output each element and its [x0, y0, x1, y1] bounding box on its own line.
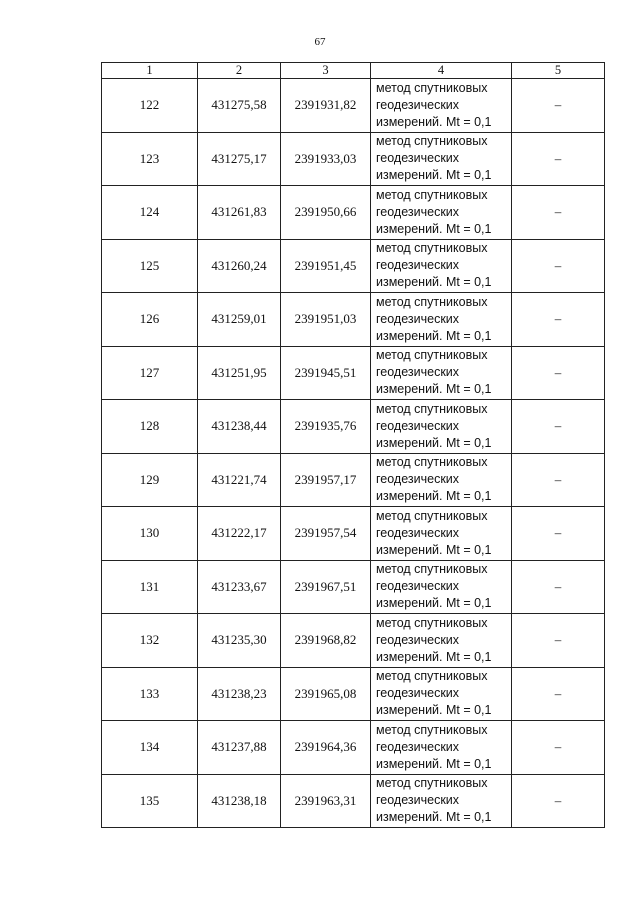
point-number-cell: 123 — [102, 132, 198, 186]
note-cell: – — [512, 79, 605, 133]
method-line: геодезических — [376, 418, 460, 433]
column-header-1: 1 — [102, 63, 198, 79]
x-coordinate-cell: 431238,44 — [198, 400, 281, 454]
method-cell — [371, 400, 512, 454]
method-line: метод спутниковых — [376, 294, 488, 309]
x-coordinate-cell: 431221,74 — [198, 453, 281, 507]
method-cell — [371, 293, 512, 347]
point-number-cell: 135 — [102, 774, 198, 828]
column-header-4: 4 — [371, 63, 512, 79]
column-header-3: 3 — [281, 63, 371, 79]
y-coordinate-cell: 2391931,82 — [281, 79, 371, 133]
column-header-5: 5 — [512, 63, 605, 79]
x-coordinate-cell: 431222,17 — [198, 507, 281, 561]
note-cell: – — [512, 721, 605, 775]
method-line: метод спутниковых — [376, 508, 488, 523]
method-line: метод спутниковых — [376, 187, 488, 202]
method-line: измерений. Mt = 0,1 — [376, 328, 492, 343]
method-line: геодезических — [376, 472, 460, 487]
table-row — [102, 507, 605, 561]
x-coordinate-cell: 431233,67 — [198, 560, 281, 614]
table-body — [102, 79, 605, 828]
method-line: измерений. Mt = 0,1 — [376, 114, 492, 129]
point-number-cell: 122 — [102, 79, 198, 133]
note-cell: – — [512, 560, 605, 614]
method-cell — [371, 507, 512, 561]
point-number-cell: 131 — [102, 560, 198, 614]
table-row — [102, 453, 605, 507]
x-coordinate-cell: 431259,01 — [198, 293, 281, 347]
x-coordinate-cell: 431238,23 — [198, 667, 281, 721]
y-coordinate-cell: 2391951,03 — [281, 293, 371, 347]
note-cell: – — [512, 614, 605, 668]
table-row — [102, 560, 605, 614]
note-cell: – — [512, 132, 605, 186]
x-coordinate-cell: 431235,30 — [198, 614, 281, 668]
x-coordinate-cell: 431275,58 — [198, 79, 281, 133]
method-line: измерений. Mt = 0,1 — [376, 275, 492, 290]
table-header-row — [102, 63, 605, 79]
note-cell: – — [512, 453, 605, 507]
x-coordinate-cell: 431261,83 — [198, 186, 281, 240]
note-cell: – — [512, 293, 605, 347]
method-line: геодезических — [376, 97, 460, 112]
method-line: метод спутниковых — [376, 776, 488, 791]
method-cell — [371, 774, 512, 828]
table-row — [102, 79, 605, 133]
method-line: метод спутниковых — [376, 669, 488, 684]
method-cell — [371, 346, 512, 400]
x-coordinate-cell: 431238,18 — [198, 774, 281, 828]
method-line: измерений. Mt = 0,1 — [376, 382, 492, 397]
point-number-cell: 126 — [102, 293, 198, 347]
method-line: геодезических — [376, 793, 460, 808]
x-coordinate-cell: 431260,24 — [198, 239, 281, 293]
method-line: геодезических — [376, 365, 460, 380]
method-line: измерений. Mt = 0,1 — [376, 810, 492, 825]
point-number-cell: 128 — [102, 400, 198, 454]
table-row — [102, 614, 605, 668]
method-cell — [371, 614, 512, 668]
method-cell — [371, 560, 512, 614]
method-cell — [371, 667, 512, 721]
method-line: метод спутниковых — [376, 401, 488, 416]
method-line: метод спутниковых — [376, 348, 488, 363]
column-header-2: 2 — [198, 63, 281, 79]
method-line: метод спутниковых — [376, 455, 488, 470]
table-row — [102, 721, 605, 775]
method-line: измерений. Mt = 0,1 — [376, 489, 492, 504]
point-number-cell: 124 — [102, 186, 198, 240]
method-line: геодезических — [376, 204, 460, 219]
point-number-cell: 134 — [102, 721, 198, 775]
method-line: измерений. Mt = 0,1 — [376, 756, 492, 771]
method-line: геодезических — [376, 686, 460, 701]
method-cell — [371, 239, 512, 293]
method-line: метод спутниковых — [376, 722, 488, 737]
method-line: измерений. Mt = 0,1 — [376, 596, 492, 611]
y-coordinate-cell: 2391950,66 — [281, 186, 371, 240]
x-coordinate-cell: 431275,17 — [198, 132, 281, 186]
y-coordinate-cell: 2391968,82 — [281, 614, 371, 668]
table-row — [102, 293, 605, 347]
method-line: геодезических — [376, 632, 460, 647]
method-line: измерений. Mt = 0,1 — [376, 703, 492, 718]
method-line: геодезических — [376, 258, 460, 273]
y-coordinate-cell: 2391935,76 — [281, 400, 371, 454]
y-coordinate-cell: 2391945,51 — [281, 346, 371, 400]
note-cell: – — [512, 667, 605, 721]
y-coordinate-cell: 2391965,08 — [281, 667, 371, 721]
y-coordinate-cell: 2391957,17 — [281, 453, 371, 507]
point-number-cell: 130 — [102, 507, 198, 561]
method-line: метод спутниковых — [376, 615, 488, 630]
method-cell — [371, 186, 512, 240]
method-line: геодезических — [376, 579, 460, 594]
method-cell — [371, 453, 512, 507]
method-line: измерений. Mt = 0,1 — [376, 542, 492, 557]
method-cell — [371, 721, 512, 775]
y-coordinate-cell: 2391967,51 — [281, 560, 371, 614]
x-coordinate-cell: 431251,95 — [198, 346, 281, 400]
note-cell: – — [512, 346, 605, 400]
point-number-cell: 127 — [102, 346, 198, 400]
table-row — [102, 774, 605, 828]
method-line: геодезических — [376, 525, 460, 540]
table-row — [102, 132, 605, 186]
y-coordinate-cell: 2391933,03 — [281, 132, 371, 186]
page-number: 67 — [314, 36, 326, 48]
method-line: геодезических — [376, 151, 460, 166]
method-line: метод спутниковых — [376, 562, 488, 577]
table-row — [102, 186, 605, 240]
method-line: измерений. Mt = 0,1 — [376, 221, 492, 236]
note-cell: – — [512, 239, 605, 293]
method-line: геодезических — [376, 311, 460, 326]
note-cell: – — [512, 507, 605, 561]
table-row — [102, 667, 605, 721]
method-cell — [371, 79, 512, 133]
method-line: геодезических — [376, 739, 460, 754]
point-number-cell: 129 — [102, 453, 198, 507]
y-coordinate-cell: 2391963,31 — [281, 774, 371, 828]
method-line: метод спутниковых — [376, 241, 488, 256]
method-line: измерений. Mt = 0,1 — [376, 168, 492, 183]
y-coordinate-cell: 2391957,54 — [281, 507, 371, 561]
method-line: измерений. Mt = 0,1 — [376, 649, 492, 664]
table-row — [102, 400, 605, 454]
x-coordinate-cell: 431237,88 — [198, 721, 281, 775]
point-number-cell: 125 — [102, 239, 198, 293]
table-row — [102, 239, 605, 293]
method-line: метод спутниковых — [376, 134, 488, 149]
y-coordinate-cell: 2391951,45 — [281, 239, 371, 293]
point-number-cell: 132 — [102, 614, 198, 668]
note-cell: – — [512, 774, 605, 828]
method-line: метод спутниковых — [376, 80, 488, 95]
point-number-cell: 133 — [102, 667, 198, 721]
method-cell — [371, 132, 512, 186]
note-cell: – — [512, 400, 605, 454]
table-row — [102, 346, 605, 400]
y-coordinate-cell: 2391964,36 — [281, 721, 371, 775]
coordinates-table — [101, 62, 605, 828]
method-line: измерений. Mt = 0,1 — [376, 435, 492, 450]
note-cell: – — [512, 186, 605, 240]
